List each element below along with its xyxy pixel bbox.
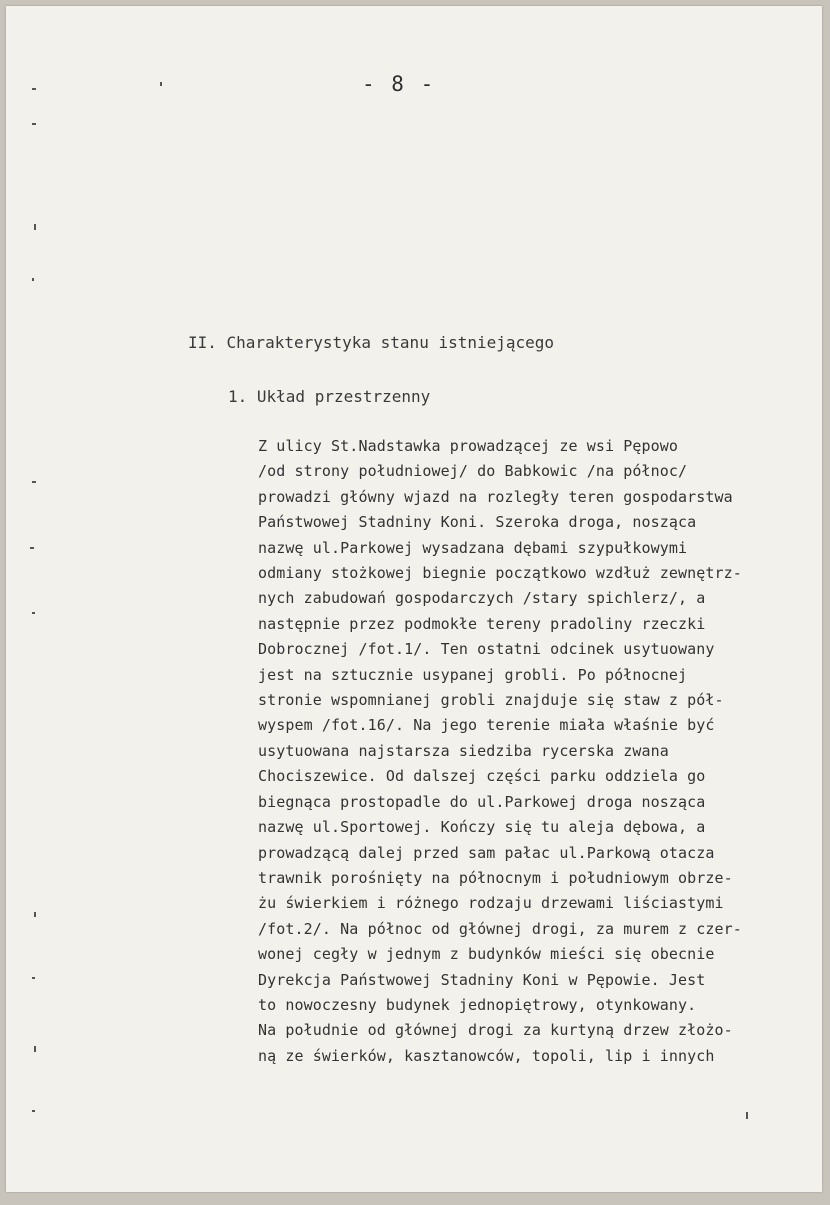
body-line: prowadzącą dalej przed sam pałac ul.Parkową otacza [258,843,715,862]
margin-mark [32,481,36,483]
body-line: trawnik porośnięty na północnym i południowym obrze- [258,868,733,887]
body-line: Państwowej Stadniny Koni. Szeroka droga, nosząca [258,513,697,532]
body-line: Chociszewice. Od dalszej części parku oddziela go [258,767,706,786]
body-line: nych zabudowań gospodarczych /stary spichlerz/, a [258,589,706,608]
body-line: odmiany stożkowej biegnie początkowo wzdłuż zewnętrz- [258,564,742,583]
margin-mark [32,88,36,90]
body-line: Z ulicy St.Nadstawka prowadzącej ze wsi Pępowo [258,437,679,455]
body-line: usytuowana najstarsza siedziba rycerska zwana [258,741,669,760]
body-line: Dyrekcja Państwowej Stadniny Koni w Pępowie. Jest [258,970,706,989]
body-paragraph [258,434,818,1069]
margin-mark [32,123,36,125]
body-line: żu świerkiem i różnego rodzaju drzewami liściastymi [258,894,724,913]
subsection-heading: 1. Układ przestrzenny [228,387,431,406]
margin-mark [160,82,162,86]
margin-mark [32,278,34,281]
margin-mark [746,1112,748,1119]
body-line: następnie przez podmokłe tereny pradoliny rzeczki [258,614,706,633]
body-line: /od strony południowej/ do Babkowic /na północ/ [258,462,688,481]
margin-mark [32,1110,35,1112]
margin-mark [34,224,36,230]
body-line: stronie wspomnianej grobli znajduje się staw z pół- [258,691,724,710]
margin-mark [32,612,35,614]
body-line: /fot.2/. Na północ od głównej drogi, za murem z czer- [258,919,742,938]
body-line: prowadzi główny wjazd na rozległy teren gospodarstwa [258,487,733,506]
document-page [6,6,822,1192]
body-line: jest na sztucznie usypanej grobli. Po północnej [258,665,688,684]
body-line: to nowoczesny budynek jednopiętrowy, otynkowany. [258,995,697,1014]
margin-mark [32,977,35,979]
margin-mark [34,912,36,917]
section-heading: II. Charakterystyka stanu istniejącego [188,333,555,352]
body-line: biegnąca prostopadle do ul.Parkowej droga nosząca [258,792,706,811]
margin-mark [34,1046,36,1052]
body-line: nazwę ul.Sportowej. Kończy się tu aleja dębowa, a [258,818,706,837]
body-line: wonej cegły w jednym z budynków mieści się obecnie [258,945,715,964]
page-number: - 8 - [362,72,436,96]
body-line: nazwę ul.Parkowej wysadzana dębami szypułkowymi [258,538,688,557]
margin-mark [30,547,34,549]
body-line: Na południe od głównej drogi za kurtyną drzew złożo- [258,1021,733,1040]
body-line: wyspem /fot.16/. Na jego terenie miała właśnie być [258,716,715,735]
body-line: ną ze świerków, kasztanowców, topoli, lip i innych [258,1046,715,1065]
body-line: Dobrocznej /fot.1/. Ten ostatni odcinek usytuowany [258,640,715,659]
